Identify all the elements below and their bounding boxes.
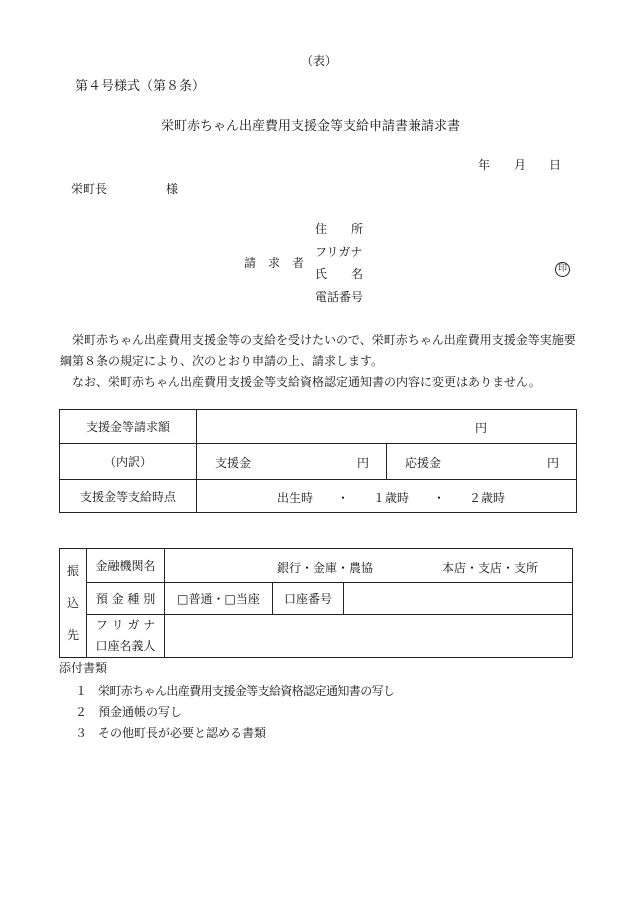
holder-field[interactable] (165, 615, 573, 658)
applicant-label: 請 求 者 (244, 256, 305, 270)
date-month-label: 月 (514, 158, 527, 172)
holder-name-label: 口座名義人 (95, 639, 156, 653)
timing-options: 出生時 ・ １歳時 ・ ２歳時 (277, 491, 506, 505)
name-label: 氏 名 (315, 267, 364, 281)
account-number-label: 口座番号 (273, 583, 344, 615)
timing-field[interactable] (197, 480, 577, 513)
attachment-number: ２ (75, 705, 88, 719)
amount-field[interactable] (197, 410, 577, 444)
support-label: 支援金 (215, 456, 252, 470)
holder-furigana-label: フ リ ガ ナ (95, 618, 156, 632)
attachment-number: １ (75, 684, 88, 698)
claim-table (59, 409, 577, 513)
cheer-field[interactable] (387, 444, 577, 480)
deposit-options: □普通・□当座 (177, 592, 260, 606)
branch-types: 本店・支店・支所 (442, 561, 539, 575)
statement-line-3: なお、栄町赤ちゃん出産費用支援金等支給資格認定通知書の内容に変更はありません。 (72, 375, 541, 389)
date-day-label: 日 (549, 158, 562, 172)
deposit-type-label: 預 金 種 別 (87, 583, 165, 615)
statement-line-2: 綱第８条の規定により、次のとおり申請の上、請求します。 (60, 354, 384, 368)
seal-mark (555, 260, 570, 277)
holder-label-cell (87, 615, 165, 658)
institution-label: 金融機関名 (87, 549, 165, 583)
cheer-unit: 円 (547, 456, 560, 470)
deposit-type-field[interactable] (165, 583, 273, 615)
form-number: 第４号様式（第８条） (75, 79, 206, 94)
attachment-text: 栄町赤ちゃん出産費用支援金等支給資格認定通知書の写し (98, 684, 395, 698)
furigana-label: フリガナ (315, 245, 363, 259)
side-char-1: 振 (66, 564, 79, 578)
address-label: 住 所 (315, 222, 364, 236)
statement-line-1: 栄町赤ちゃん出産費用支援金等の支給を受けたいので、栄町赤ちゃん出産費用支援金等実施要 (72, 333, 576, 347)
side-char-3: 先 (66, 628, 79, 642)
date-year-label: 年 (478, 158, 491, 172)
phone-label: 電話番号 (315, 290, 364, 304)
cheer-label: 応援金 (405, 456, 442, 470)
breakdown-label: （内訳） (60, 444, 197, 480)
page-title: 栄町赤ちゃん出産費用支援金等支給申請書兼請求書 (161, 119, 461, 134)
addressee-honorific: 様 (166, 182, 179, 196)
amount-unit: 円 (475, 421, 488, 435)
addressee-name: 栄町長 (71, 182, 108, 196)
seal-glyph: 印 (555, 262, 570, 277)
attachment-text: 預金通帳の写し (98, 705, 183, 719)
side-char-2: 込 (66, 596, 79, 610)
attachment-text: その他町長が必要と認める書類 (98, 726, 267, 740)
front-side-label: （表） (301, 54, 338, 68)
transfer-destination-side (60, 549, 87, 658)
support-field[interactable] (197, 444, 387, 480)
timing-label: 支援金等支給時点 (60, 480, 197, 513)
institution-types: 銀行・金庫・農協 (277, 561, 374, 575)
amount-label: 支援金等請求額 (60, 410, 197, 444)
account-number-field[interactable] (344, 583, 573, 615)
attachment-number: ３ (75, 726, 88, 740)
attachments-heading: 添付書類 (59, 661, 108, 675)
support-unit: 円 (357, 456, 370, 470)
bank-table (59, 548, 573, 658)
institution-field[interactable] (165, 549, 573, 583)
